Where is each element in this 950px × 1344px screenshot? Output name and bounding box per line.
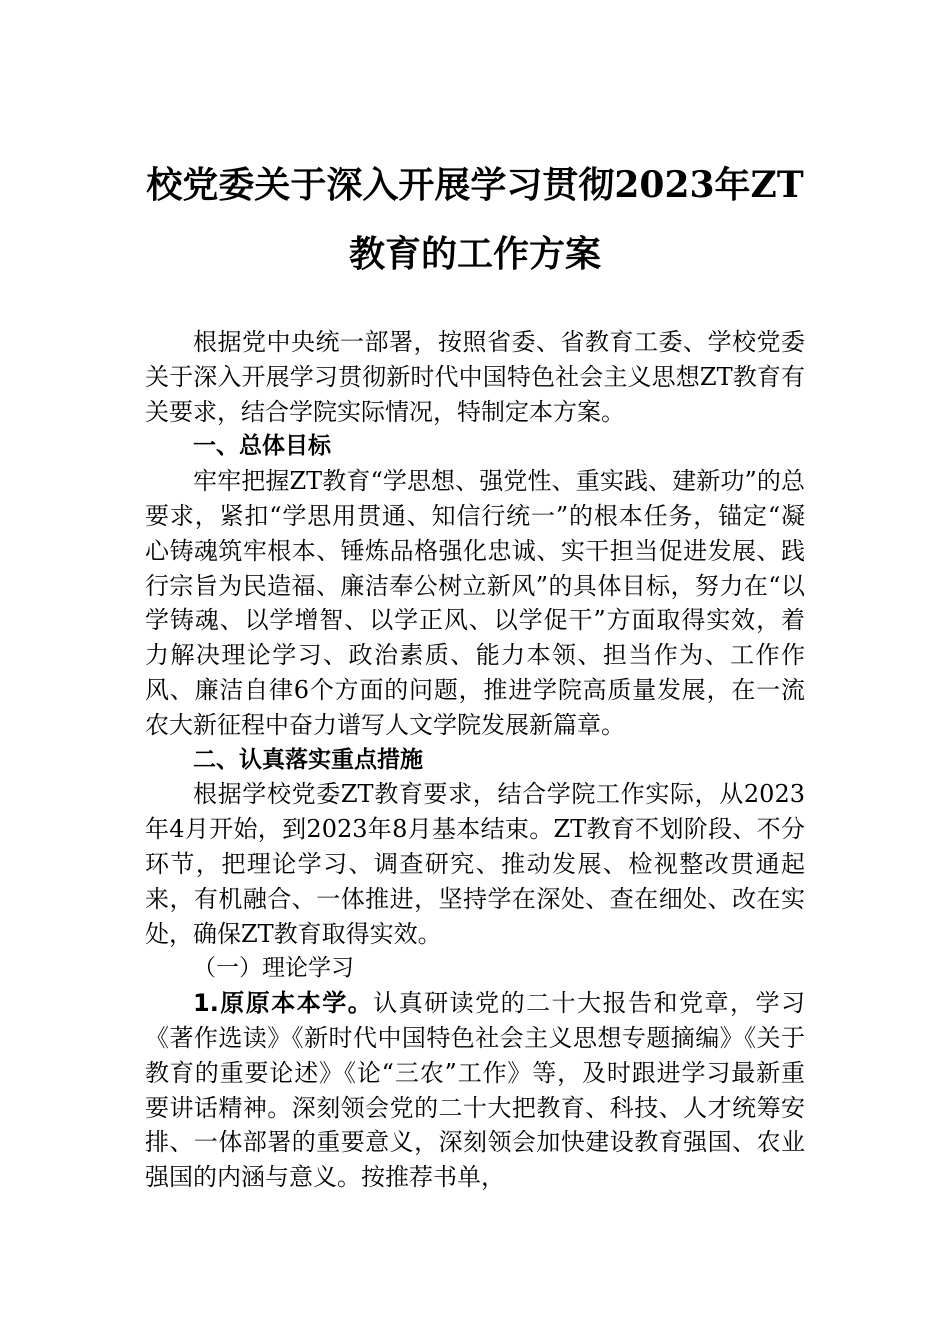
measures-paragraph: 根据学校党委ZT教育要求，结合学院工作实际，从2023年4月开始，到2023年8月基本结束。ZT教育不划阶段、不分环节，把理论学习、调查研究、推动发展、检视整改贯通起来，有机融合、一体推进，坚持学在深处、查在细处、改在实处，确保ZT教育取得实效。 xyxy=(145,780,805,948)
section-heading-goals: 一、总体目标 xyxy=(193,433,331,460)
section-heading-measures: 二、认真落实重点措施 xyxy=(193,746,423,773)
document-body xyxy=(145,325,805,1195)
item-1-body: 认真研读党的二十大报告和党章，学习《著作选读》《新时代中国特色社会主义思想专题摘编》《关于教育的重要论述》《论“三农”工作》等，及时跟进学习最新重要讲话精神。深刻领会党的二十大把教育、科技、人才统筹安排、一体部署的重要意义，深刻领会加快建设教育强国、农业强国的内涵与意义。按推荐书单， xyxy=(145,989,805,1192)
item-1-lead: 1.原原本本学。 xyxy=(193,989,374,1018)
item-1-paragraph xyxy=(145,986,805,1195)
document-title-line-1: 校党委关于深入开展学习贯彻2023年ZT xyxy=(146,164,804,206)
subsection-heading-theory-study: （一）理论学习 xyxy=(193,955,354,982)
document-title-line-2: 教育的工作方案 xyxy=(348,233,601,275)
intro-paragraph: 根据党中央统一部署，按照省委、省教育工委、学校党委关于深入开展学习贯彻新时代中国特色社会主义思想ZT教育有关要求，结合学院实际情况，特制定本方案。 xyxy=(145,328,805,426)
goals-paragraph: 牢牢把握ZT教育“学思想、强党性、重实践、建新功”的总要求，紧扣“学思用贯通、知信行统一”的根本任务，锚定“凝心铸魂筑牢根本、锤炼品格强化忠诚、实干担当促进发展、践行宗旨为民造福、廉洁奉公树立新风”的具体目标，努力在“以学铸魂、以学增智、以学正风、以学促干”方面取得实效，着力解决理论学习、政治素质、能力本领、担当作为、工作作风、廉洁自律6个方面的问题，推进学院高质量发展，在一流农大新征程中奋力谱写人文学院发展新篇章。 xyxy=(145,467,805,739)
